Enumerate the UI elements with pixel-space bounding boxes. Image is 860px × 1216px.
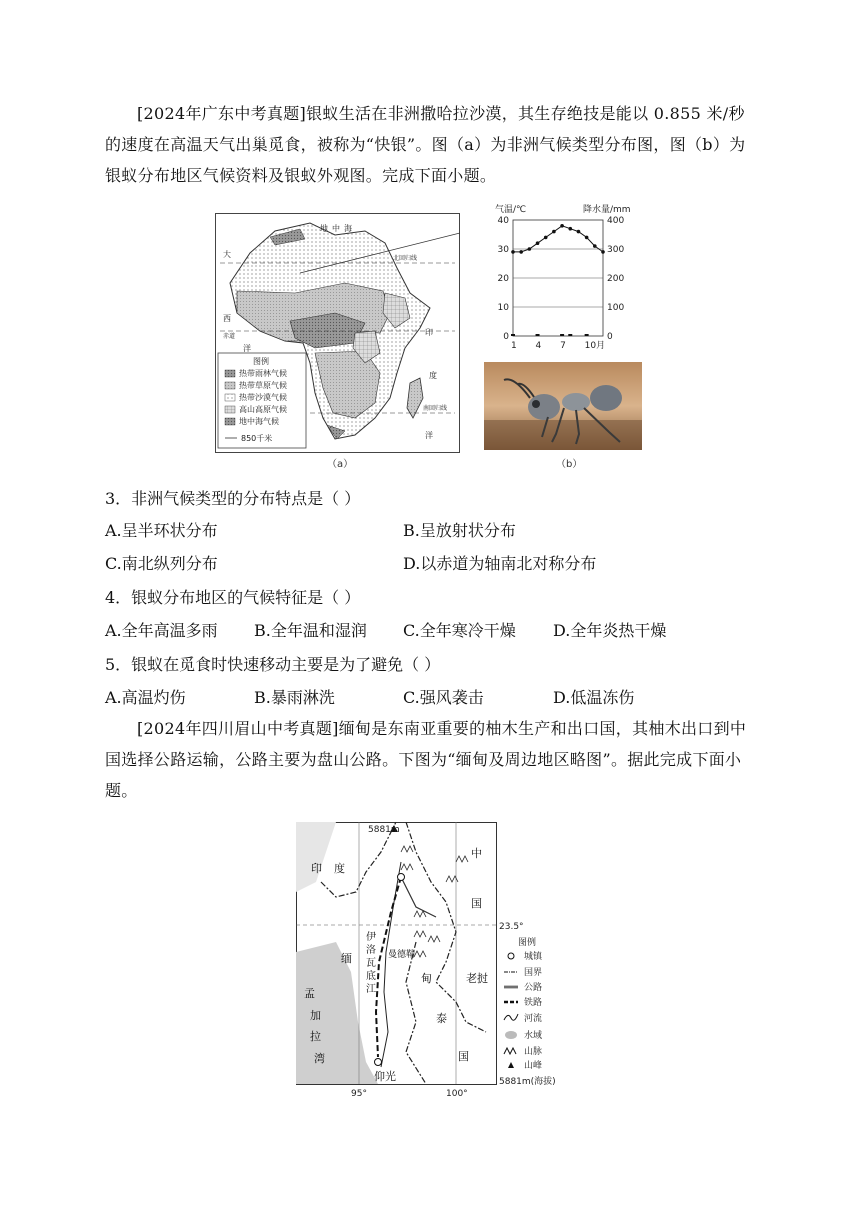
label-atlantic-3: 洋: [243, 344, 251, 353]
legend-peak-elevation: 5881m(海拔): [499, 1077, 556, 1087]
longitude-95-label: 95°: [351, 1089, 367, 1099]
label-burma-1: 缅: [341, 952, 352, 965]
precipitation-bar: [568, 334, 572, 336]
temperature-point: [585, 236, 589, 240]
legend-road: 公路: [524, 983, 543, 993]
temperature-point: [519, 250, 523, 254]
label-river-2: 洛: [366, 945, 376, 956]
temperature-point: [511, 250, 515, 254]
caption-a: （a）: [327, 459, 354, 470]
q5-option-b[interactable]: B.暴雨淋洗: [254, 688, 335, 707]
temperature-point: [577, 230, 581, 234]
intro-paragraph-1: [2024年广东中考真题]银蚁生活在非洲撒哈拉沙漠，其生存绝技是能以 0.855 米/秒的速度在高温天气出巢觅食，被称为“快银”。图（a）为非洲气候类型分布图，图（b）为银蚁分布地区气候资料及银蚁外观图。完成下面小题。: [105, 104, 746, 185]
legend-town: 城镇: [524, 952, 543, 962]
question-4: 4．银蚁分布地区的气候特征是（ ）: [105, 588, 361, 607]
label-burma-2: 甸: [421, 972, 432, 985]
label-sea-1: 地: [320, 224, 328, 233]
africa-climate-map: [215, 213, 460, 453]
latitude-label: 23.5°: [499, 922, 524, 932]
temperature-point: [544, 236, 548, 240]
temp-axis-label: 气温/℃: [495, 205, 527, 215]
temperature-point: [536, 241, 540, 245]
silver-ant-photo: [484, 362, 642, 450]
x-tick-label: 1: [511, 341, 517, 351]
legend-peak: 山峰: [524, 1061, 543, 1071]
temperature-point: [568, 227, 572, 231]
label-bay-4: 湾: [314, 1052, 325, 1065]
scale-label: 850千米: [241, 434, 273, 443]
q3-option-b[interactable]: B.呈放射状分布: [403, 521, 516, 540]
left-tick-label: 0: [503, 332, 509, 342]
label-china-2: 国: [471, 897, 482, 910]
left-tick-label: 40: [497, 216, 509, 226]
x-tick-label: 10月: [584, 341, 606, 351]
precipitation-bar: [511, 334, 515, 336]
label-bay-1: 孟: [304, 987, 315, 1000]
label-tropic-capricorn: 南回归线: [423, 405, 448, 412]
climate-chart: [475, 200, 645, 355]
label-thai-1: 泰: [436, 1012, 447, 1025]
legend-desert: 热带沙漠气候: [239, 393, 287, 402]
label-mandalay: 曼德勒: [388, 950, 416, 960]
label-river-1: 伊: [366, 932, 376, 943]
legend-border: 国界: [524, 968, 543, 978]
intro-paragraph-2: [2024年四川眉山中考真题]缅甸是东南亚重要的柚木生产和出口国，其柚木出口到中国选择公路运输，公路主要为盘山公路。下图为“缅甸及周边地区略图”。据此完成下面小题。: [105, 719, 747, 800]
precipitation-bar: [585, 334, 589, 336]
right-tick-label: 300: [607, 245, 625, 255]
label-river-4: 底: [366, 971, 376, 982]
right-tick-label: 400: [607, 216, 625, 226]
left-tick-label: 20: [497, 274, 509, 284]
label-india-2: 度: [334, 862, 345, 875]
q3-option-c[interactable]: C.南北纵列分布: [105, 554, 218, 573]
label-atlantic-1: 大: [223, 250, 231, 259]
label-sea-3: 海: [344, 224, 352, 233]
legend-water: 水域: [524, 1031, 543, 1041]
label-india-1: 印: [311, 862, 322, 875]
temperature-point: [560, 224, 564, 228]
label-laos: 老挝: [466, 972, 488, 985]
temperature-point: [593, 244, 597, 248]
right-tick-label: 100: [607, 303, 625, 313]
q4-option-c[interactable]: C.全年寒冷干燥: [403, 621, 516, 640]
label-thai-2: 国: [458, 1050, 469, 1063]
label-river-5: 江: [366, 984, 376, 995]
question-3: 3．非洲气候类型的分布特点是（ ）: [105, 489, 361, 508]
label-equator: 赤道: [223, 333, 236, 340]
left-tick-label: 30: [497, 245, 509, 255]
precipitation-bar: [560, 334, 564, 336]
label-yangon: 仰光: [374, 1070, 396, 1083]
label-sea-2: 中: [332, 224, 340, 233]
label-tropic-cancer: 北回归线: [393, 255, 418, 262]
x-tick-label: 4: [535, 341, 542, 351]
precip-axis-label: 降水量/mm: [583, 205, 631, 215]
q4-option-a[interactable]: A.全年高温多雨: [105, 621, 218, 640]
longitude-100-label: 100°: [446, 1089, 468, 1099]
caption-b: （b）: [556, 459, 583, 470]
x-tick-label: 7: [560, 341, 566, 351]
right-tick-label: 200: [607, 274, 625, 284]
myanmar-map: [296, 822, 586, 1102]
label-indian-3: 洋: [425, 431, 433, 440]
label-river-3: 瓦: [366, 958, 376, 969]
label-bay-3: 拉: [310, 1030, 321, 1043]
temperature-point: [528, 247, 532, 251]
label-china-1: 中: [471, 847, 482, 860]
legend-title: 图例: [253, 357, 269, 366]
label-atlantic-2: 西: [223, 314, 231, 323]
question-5: 5．银蚁在觅食时快速移动主要是为了避免（ ）: [105, 655, 441, 674]
temperature-line: [513, 226, 603, 252]
legend-rainforest: 热带雨林气候: [239, 369, 287, 378]
label-indian-2: 度: [429, 371, 437, 380]
label-indian-1: 印: [425, 328, 433, 337]
legend-savanna: 热带草原气候: [239, 381, 287, 390]
q4-option-d[interactable]: D.全年炎热干燥: [553, 621, 667, 640]
temperature-point: [601, 250, 605, 254]
legend-highland: 高山高原气候: [239, 405, 287, 414]
map-legend-title: 图例: [518, 938, 537, 948]
legend-river: 河流: [524, 1014, 543, 1024]
q3-option-d[interactable]: D.以赤道为轴南北对称分布: [403, 554, 597, 573]
peak-elevation-label: 5881m: [368, 825, 400, 835]
legend-railway: 铁路: [524, 998, 543, 1008]
q4-option-b[interactable]: B.全年温和湿润: [254, 621, 367, 640]
legend-mountain: 山脉: [524, 1047, 543, 1057]
left-tick-label: 10: [497, 303, 509, 313]
right-tick-label: 0: [607, 332, 613, 342]
precipitation-bar: [536, 334, 540, 336]
q5-option-c[interactable]: C.强风袭击: [403, 688, 484, 707]
temperature-point: [552, 230, 556, 234]
label-bay-2: 加: [310, 1009, 321, 1022]
q5-option-d[interactable]: D.低温冻伤: [553, 688, 635, 707]
legend-mediterranean: 地中海气候: [239, 417, 279, 426]
q3-option-a[interactable]: A.呈半环状分布: [105, 521, 218, 540]
q5-option-a[interactable]: A.高温灼伤: [105, 688, 186, 707]
